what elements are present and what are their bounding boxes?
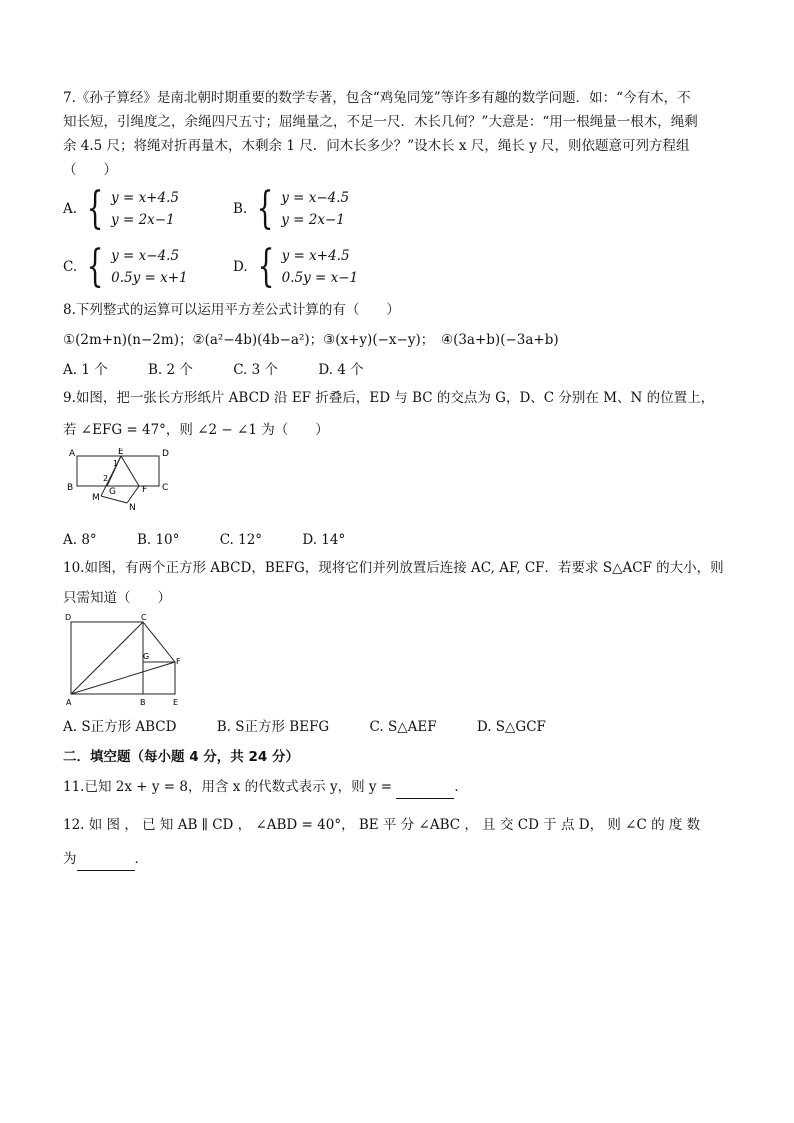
q7-stem-line-2: 知长短，引绳度之，余绳四尺五寸；屈绳量之，不足一尺．木长几何？”大意是：“用一根绳量一根木，绳剩 xyxy=(63,114,698,130)
q7-option-c[interactable] xyxy=(63,242,233,292)
q8-option-c[interactable]: C. 3 个 xyxy=(233,362,279,378)
q8-option-b[interactable]: B. 2 个 xyxy=(148,362,193,378)
q10-option-d[interactable]: D. S△GCF xyxy=(476,719,546,735)
question-9 xyxy=(63,386,733,552)
equation: 0.5y = x+1 xyxy=(111,270,188,286)
exam-page xyxy=(63,86,733,871)
brace-icon: { xyxy=(86,183,104,234)
option-label: D. xyxy=(233,259,248,275)
equation: 0.5y = x−1 xyxy=(281,270,359,286)
label-f: F xyxy=(176,657,181,666)
equation: y = x+4.5 xyxy=(111,190,179,206)
q10-option-a[interactable]: A. S正方形 ABCD xyxy=(63,719,177,735)
q12-line2-pre: 为 xyxy=(63,851,77,867)
q9-stem-line-1: 9.如图，把一张长方形纸片 ABCD 沿 EF 折叠后，ED 与 BC 的交点为 G，D、C 分别在 M、N 的位置上， xyxy=(63,390,715,406)
label-e: E xyxy=(173,698,179,707)
q7-option-a[interactable] xyxy=(63,184,233,234)
q10-figure xyxy=(63,614,193,709)
q10-stem-line-1: 10.如图，有两个正方形 ABCD，BEFG，现将它们并列放置后连接 AC, AF, CF．若要求 S△ACF 的大小，则 xyxy=(63,560,724,576)
q7-options-row-1 xyxy=(63,184,733,234)
label-f: F xyxy=(142,485,148,495)
option-label: C. xyxy=(63,259,78,275)
q9-option-d[interactable]: D. 14° xyxy=(302,532,346,548)
q12-stem-line-2 xyxy=(63,847,733,871)
q9-option-b[interactable]: B. 10° xyxy=(136,532,180,548)
q11-end: ． xyxy=(454,779,468,795)
q10-stem-line-2: 只需知道（ ） xyxy=(63,590,171,606)
label-b: B xyxy=(67,483,74,493)
q7-options-row-2 xyxy=(63,242,733,292)
q8-options xyxy=(63,358,733,382)
label-d: D xyxy=(162,449,169,459)
question-12 xyxy=(63,813,733,871)
label-d: D xyxy=(65,614,72,622)
q7-stem-line-1: 7.《孙子算经》是南北朝时期重要的数学专著，包含“鸡兔同笼”等许多有趣的数学问题．如：“今有木，不 xyxy=(63,90,691,106)
label-c: C xyxy=(162,483,169,493)
option-label: B. xyxy=(233,201,248,217)
q11-text: 11.已知 2x + y = 8，用含 x 的代数式表示 y，则 y = xyxy=(63,779,397,795)
equation: y = 2x−1 xyxy=(281,212,345,228)
q9-stem-line-2: 若 ∠EFG = 47°，则 ∠2 − ∠1 为（ ） xyxy=(63,422,329,438)
question-11 xyxy=(63,775,733,799)
q7-answer-paren: （ ） xyxy=(63,162,117,178)
equation: y = 2x−1 xyxy=(111,212,175,228)
q10-options xyxy=(63,715,733,739)
label-b: B xyxy=(140,698,146,707)
brace-icon: { xyxy=(256,183,274,234)
equation: y = x−4.5 xyxy=(281,190,350,206)
equation: y = x+4.5 xyxy=(281,248,350,264)
label-g: G xyxy=(143,652,150,661)
q10-option-b[interactable]: B. S正方形 BEFG xyxy=(216,719,330,735)
question-10 xyxy=(63,556,733,739)
angle-1-label: 1 xyxy=(113,459,119,468)
q9-option-a[interactable]: A. 8° xyxy=(63,532,97,548)
q8-option-d[interactable]: D. 4 个 xyxy=(318,362,364,378)
q9-options xyxy=(63,528,733,552)
label-a: A xyxy=(66,698,72,707)
q12-answer-blank[interactable] xyxy=(77,856,135,871)
q12-stem-line-1: 12. 如 图 ， 已 知 AB ∥ CD ， ∠ABD = 40°， BE 平 分 ∠ABC ， 且 交 CD 于 点 D， 则 ∠C 的 度 数 xyxy=(63,817,701,833)
q10-option-c[interactable]: C. S△AEF xyxy=(369,719,437,735)
equation: y = x−4.5 xyxy=(111,248,180,264)
label-c: C xyxy=(141,614,147,622)
question-8 xyxy=(63,298,733,382)
label-g: G xyxy=(109,487,116,497)
angle-2-label: 2 xyxy=(103,474,109,483)
label-a: A xyxy=(69,449,76,459)
q12-end: ． xyxy=(134,851,148,867)
section-2-heading: 二．填空题（每小题 4 分，共 24 分） xyxy=(63,749,299,765)
q8-items: ①(2m+n)(n−2m)；②(a²−4b)(4b−a²)；③(x+y)(−x−y)； ④(3a+b)(−3a+b) xyxy=(63,332,559,348)
label-n: N xyxy=(129,503,136,513)
brace-icon: { xyxy=(257,241,275,292)
q7-option-d[interactable] xyxy=(233,242,403,292)
label-m: M xyxy=(92,493,100,503)
q11-answer-blank[interactable] xyxy=(396,784,454,799)
option-label: A. xyxy=(63,201,78,217)
q9-option-c[interactable]: C. 12° xyxy=(219,532,263,548)
q7-stem-line-3: 余 4.5 尺；将绳对折再量木，木剩余 1 尺．问木长多少？”设木长 x 尺，绳长 y 尺，则依题意可列方程组 xyxy=(63,138,690,154)
question-7 xyxy=(63,86,733,292)
q7-option-b[interactable] xyxy=(233,184,403,234)
label-e: E xyxy=(118,448,124,457)
q9-figure xyxy=(63,448,193,528)
q8-option-a[interactable]: A. 1 个 xyxy=(63,362,108,378)
brace-icon: { xyxy=(86,241,104,292)
q8-stem: 8.下列整式的运算可以运用平方差公式计算的有（ ） xyxy=(63,302,400,318)
